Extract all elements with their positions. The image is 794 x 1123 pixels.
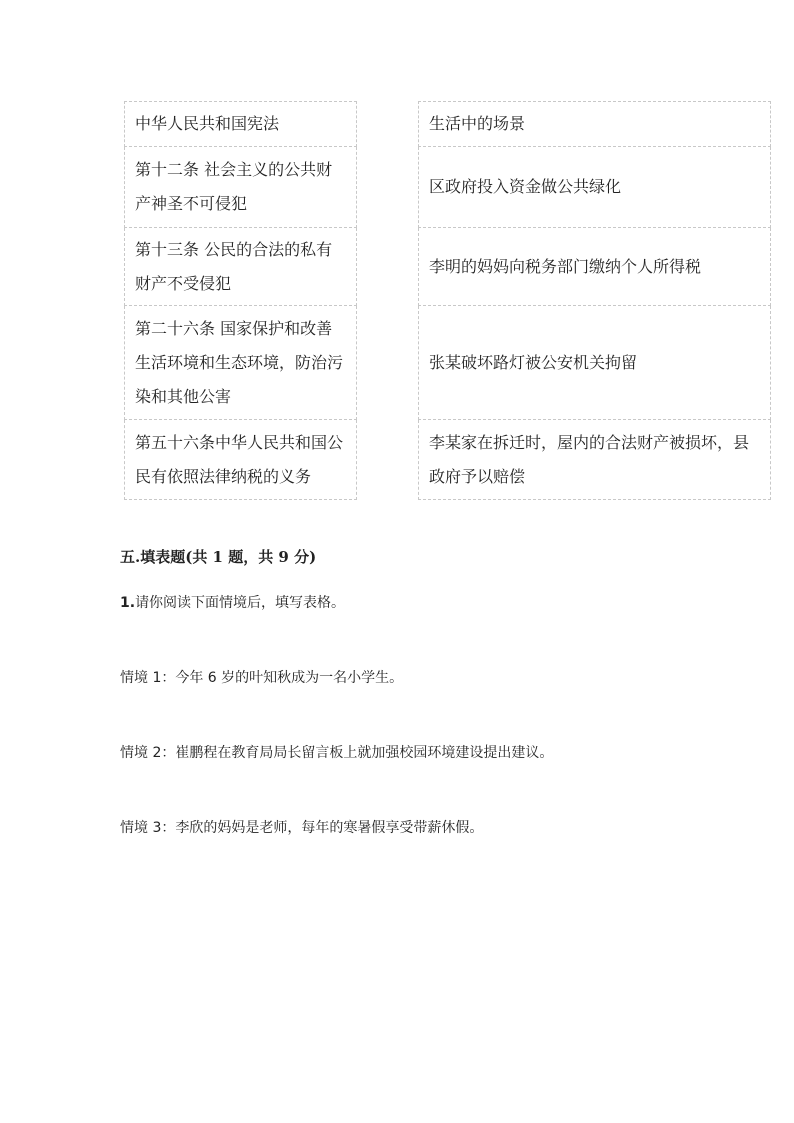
article-26-cell: 第二十六条 国家保护和改善生活环境和生态环境，防治污染和其他公害 — [125, 306, 357, 420]
left-table-header: 中华人民共和国宪法 — [125, 102, 357, 147]
question-number: 1. — [120, 595, 136, 611]
article-12-cell: 第十二条 社会主义的公共财产神圣不可侵犯 — [125, 147, 357, 228]
question-text: 请你阅读下面情境后，填写表格。 — [135, 595, 346, 611]
section-title: 五.填表题(共 1 题，共 9 分) — [120, 548, 317, 566]
scenario-3: 情境 3：李欣的妈妈是老师，每年的寒暑假享受带薪休假。 — [120, 820, 484, 836]
scenario-2: 情境 2：崔鹏程在教育局局长留言板上就加强校园环境建设提出建议。 — [120, 745, 554, 761]
constitution-articles-table — [124, 101, 357, 500]
article-13-cell: 第十三条 公民的合法的私有财产不受侵犯 — [125, 228, 357, 306]
life-scenes-table — [418, 101, 771, 500]
scene-4-cell: 李某家在拆迁时，屋内的合法财产被损坏，县政府予以赔偿 — [419, 420, 771, 500]
question-1 — [120, 592, 345, 612]
scenario-1: 情境 1：今年 6 岁的叶知秋成为一名小学生。 — [120, 670, 404, 686]
right-table-header: 生活中的场景 — [419, 102, 771, 147]
scene-2-cell: 李明的妈妈向税务部门缴纳个人所得税 — [419, 228, 771, 306]
article-56-cell: 第五十六条中华人民共和国公民有依照法律纳税的义务 — [125, 420, 357, 500]
scene-3-cell: 张某破坏路灯被公安机关拘留 — [419, 306, 771, 420]
scene-1-cell: 区政府投入资金做公共绿化 — [419, 147, 771, 228]
